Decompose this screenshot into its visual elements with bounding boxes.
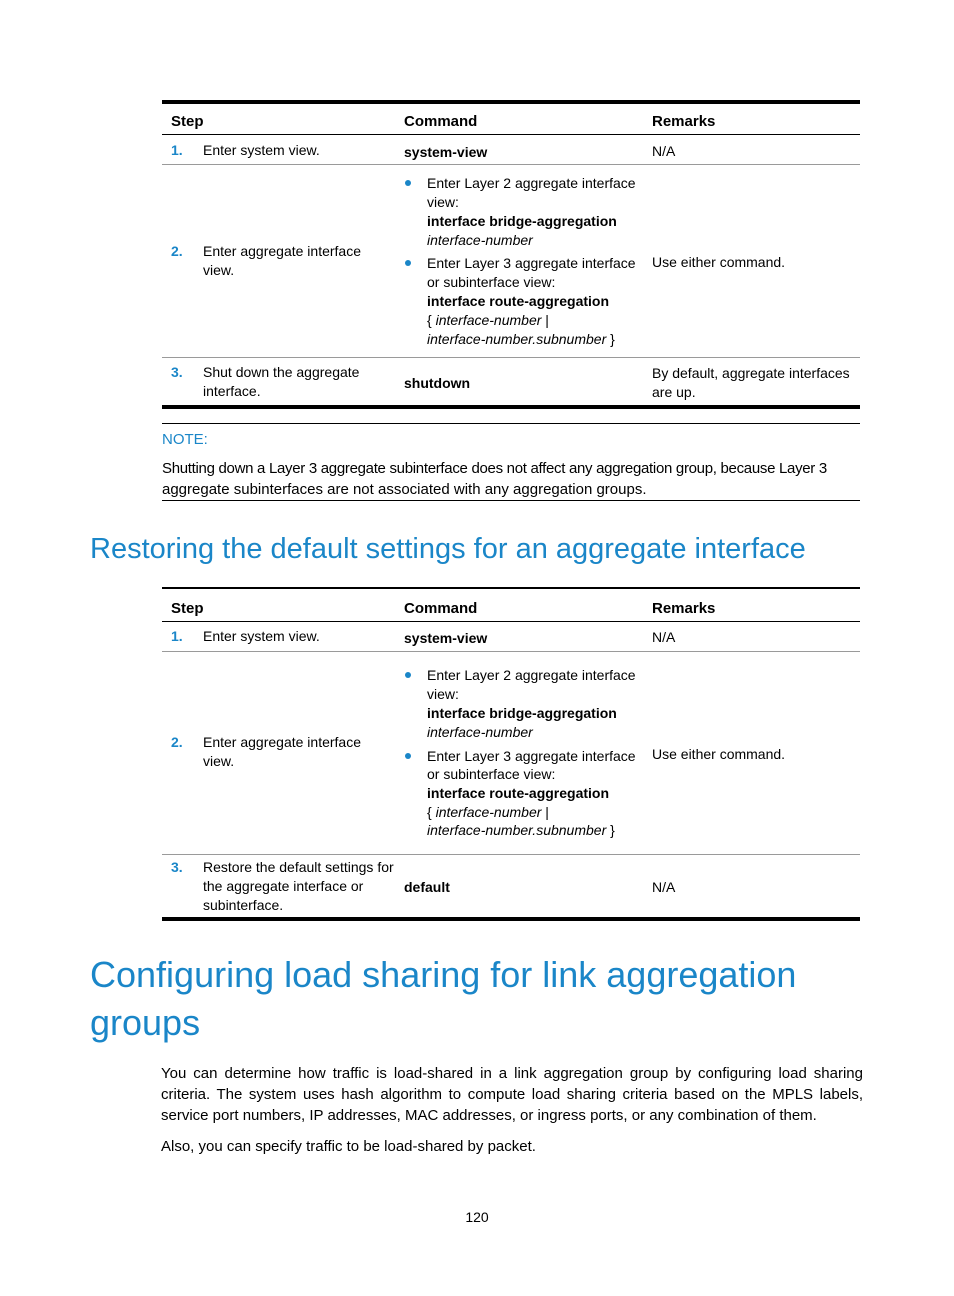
step-text: view. — [203, 262, 235, 278]
header-command: Command — [404, 113, 478, 130]
command-bullet-text: Enter Layer 2 aggregate interface — [427, 667, 636, 683]
header-step: Step — [171, 600, 204, 617]
header-step: Step — [171, 113, 204, 130]
table-step-command-1 — [162, 100, 860, 410]
command-keyword: interface route-aggregation — [427, 293, 610, 309]
command-argument-line: interface-number.subnumber } — [427, 822, 615, 838]
remarks-text: By default, aggregate interfaces — [652, 365, 850, 381]
chapter-heading-line: Configuring load sharing for link aggregation — [90, 954, 797, 995]
command-keyword: interface bridge-aggregation — [427, 705, 617, 721]
note-text: Shutting down a Layer 3 aggregate subinterface does not affect any aggregation group, because Layer 3 — [162, 460, 827, 477]
row-rule — [162, 651, 860, 652]
step-text: Enter system view. — [203, 628, 320, 644]
note-text: aggregate subinterfaces are not associated with any aggregation groups. — [162, 481, 647, 498]
remarks-text: N/A — [652, 879, 676, 895]
header-rule — [162, 621, 860, 622]
bullet-icon — [405, 672, 411, 678]
command-keyword: interface route-aggregation — [427, 785, 610, 801]
command-bullet-text: Enter Layer 3 aggregate interface — [427, 255, 636, 271]
command-keyword: interface bridge-aggregation — [427, 213, 617, 229]
remarks-text: N/A — [652, 143, 676, 159]
step-number: 2. — [171, 243, 183, 259]
step-number: 3. — [171, 364, 183, 380]
note-label: NOTE: — [162, 431, 208, 448]
bullet-icon — [405, 753, 411, 759]
command-bullet-text: or subinterface view: — [427, 274, 556, 290]
step-text: Enter aggregate interface — [203, 243, 361, 259]
note-bottom-rule — [162, 500, 860, 501]
command-argument-line: { interface-number | — [427, 312, 549, 328]
body-paragraph: You can determine how traffic is load-shared in a link aggregation group by configuring load sharing criteria. The system uses hash algorithm to compute load sharing criteria based on the MPLS labels, service port numbers, IP addresses, MAC addresses, or ingress ports, or any combination of them. — [161, 1065, 863, 1124]
chapter-heading — [90, 951, 796, 1047]
step-text: interface. — [203, 383, 261, 399]
note-top-rule — [162, 423, 860, 424]
step-text: view. — [203, 753, 235, 769]
bullet-icon — [405, 180, 411, 186]
remarks-text: Use either command. — [652, 254, 786, 270]
remarks-text: Use either command. — [652, 746, 786, 762]
table-step-command-2 — [162, 587, 860, 923]
command-text: default — [404, 879, 450, 895]
step-number: 1. — [171, 628, 183, 644]
step-number: 3. — [171, 859, 183, 875]
table-bottom-rule — [162, 405, 860, 409]
table-top-rule — [162, 587, 860, 589]
command-bullet-text: or subinterface view: — [427, 766, 556, 782]
step-text: Shut down the aggregate — [203, 364, 360, 380]
header-remarks: Remarks — [652, 113, 716, 130]
header-command: Command — [404, 600, 478, 617]
step-number: 1. — [171, 142, 183, 158]
body-paragraph: Also, you can specify traffic to be load-shared by packet. — [161, 1138, 536, 1155]
chapter-heading-line: groups — [90, 1002, 201, 1043]
header-rule — [162, 134, 860, 135]
step-number: 2. — [171, 734, 183, 750]
command-argument: interface-number — [427, 232, 533, 248]
remarks-text: are up. — [652, 384, 696, 400]
bullet-icon — [405, 260, 411, 266]
command-bullet-text: Enter Layer 2 aggregate interface — [427, 175, 636, 191]
command-argument: interface-number — [427, 724, 533, 740]
command-text: system-view — [404, 630, 488, 646]
table-top-rule — [162, 100, 860, 104]
command-text: system-view — [404, 144, 488, 160]
command-argument-line: interface-number.subnumber } — [427, 331, 615, 347]
table-bottom-rule — [162, 917, 860, 921]
row-rule — [162, 357, 860, 358]
page-number: 120 — [465, 1209, 489, 1225]
section-heading: Restoring the default settings for an aggregate interface — [90, 533, 806, 565]
step-text: Enter system view. — [203, 142, 320, 158]
row-rule — [162, 164, 860, 165]
step-text: Restore the default settings for — [203, 859, 394, 875]
step-text: Enter aggregate interface — [203, 734, 361, 750]
command-text: shutdown — [404, 375, 471, 391]
remarks-text: N/A — [652, 629, 676, 645]
command-bullet-text: view: — [427, 194, 459, 210]
command-bullet-text: view: — [427, 686, 459, 702]
step-text: the aggregate interface or — [203, 878, 364, 894]
header-remarks: Remarks — [652, 600, 716, 617]
row-rule — [162, 854, 860, 855]
command-argument-line: { interface-number | — [427, 804, 549, 820]
step-text: subinterface. — [203, 897, 284, 913]
command-bullet-text: Enter Layer 3 aggregate interface — [427, 748, 636, 764]
